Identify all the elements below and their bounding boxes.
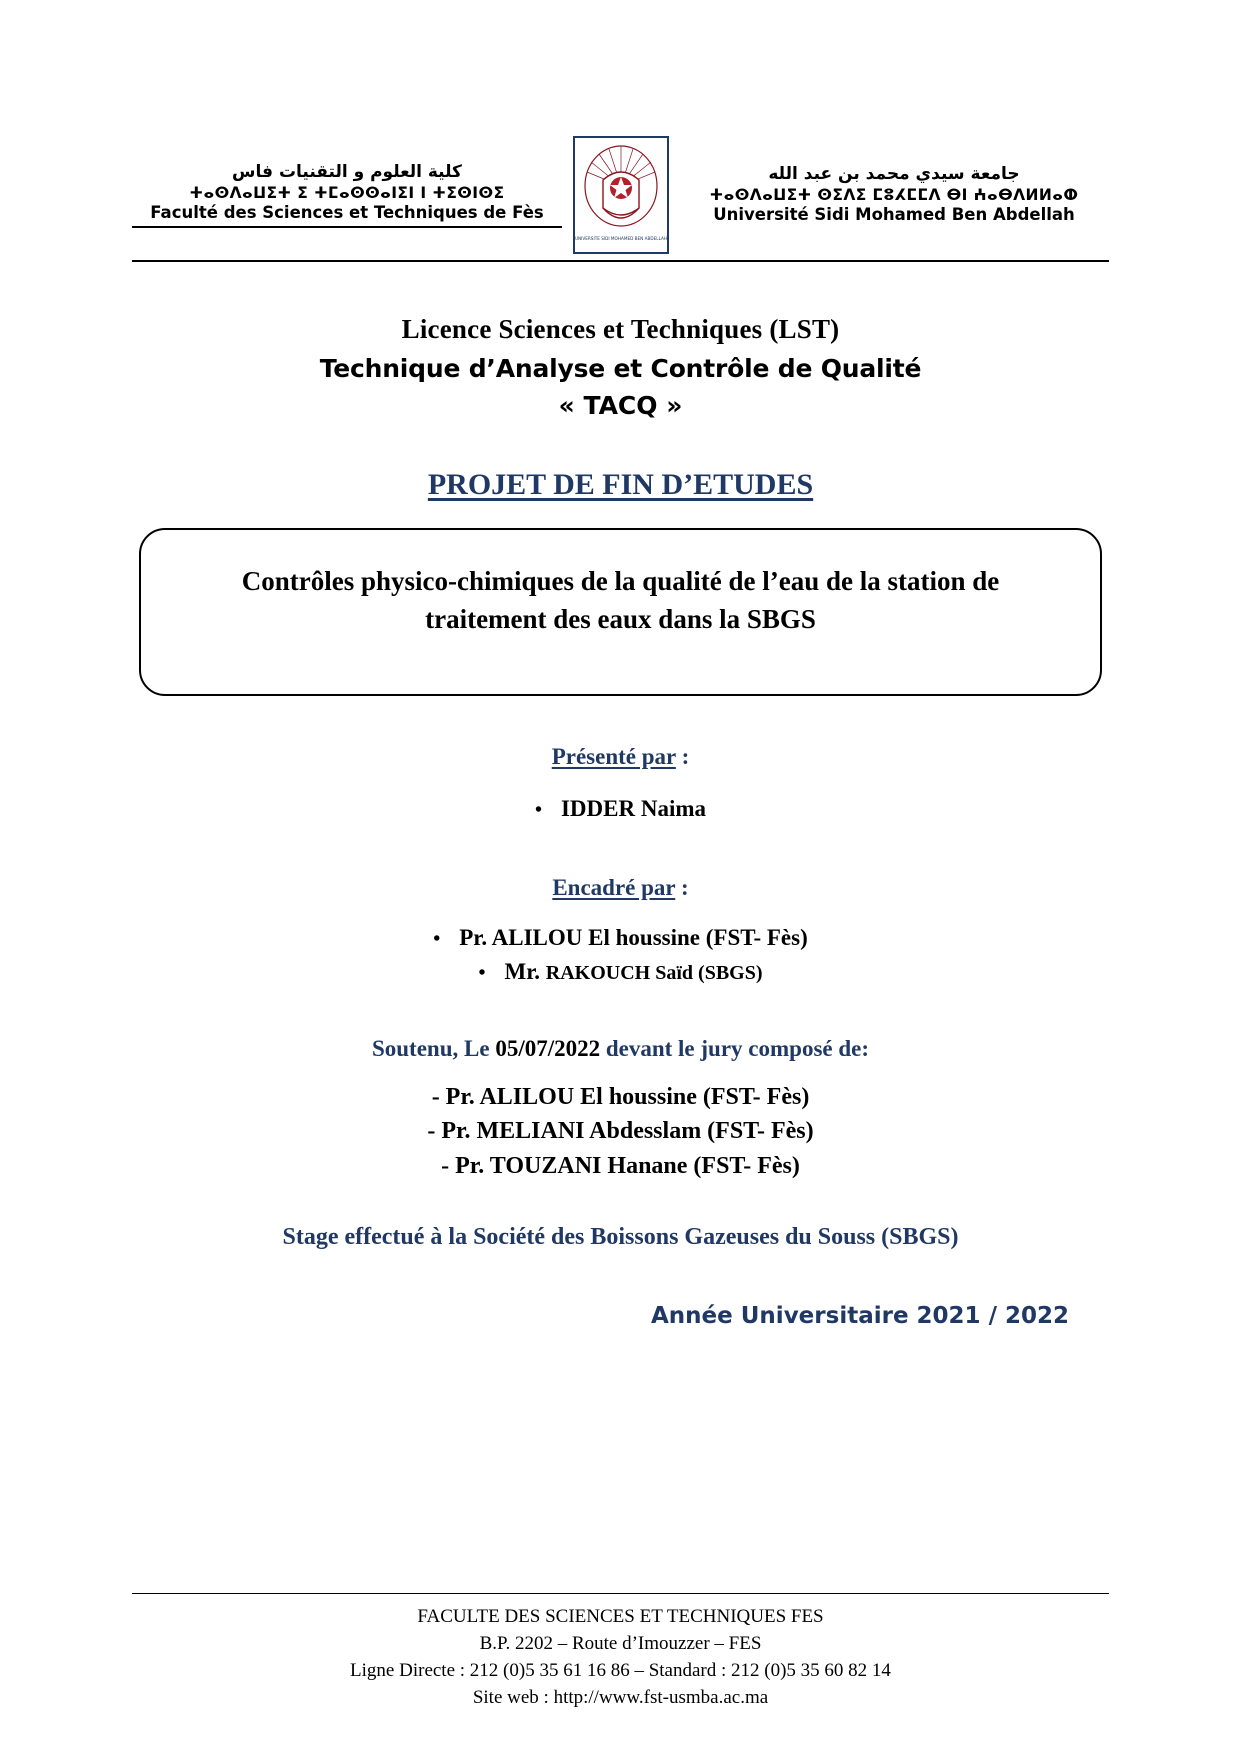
defense-line xyxy=(132,1036,1109,1062)
bullet-icon: • xyxy=(433,927,441,950)
defense-prefix: Soutenu, Le xyxy=(371,1035,496,1061)
academic-year: Année Universitaire 2021 / 2022 xyxy=(651,1302,1069,1329)
supervisor-name: ALILOU El houssine (FST- Fès) xyxy=(491,924,808,950)
presented-by-colon: : xyxy=(675,744,690,769)
thesis-title-box xyxy=(139,528,1102,696)
thesis-title: Contrôles physico-chimiques de la qualité de l’eau de la station de traitement des eaux dans la SBGS xyxy=(241,566,1000,635)
defense-date: 05/07/2022 xyxy=(495,1035,601,1061)
supervisor-prefix: Mr. xyxy=(504,959,546,984)
supervised-by-colon: : xyxy=(675,874,689,900)
internship-line: Stage effectué à la Société des Boissons Gazeuses du Souss (SBGS) xyxy=(282,1223,959,1250)
document-footer xyxy=(132,1593,1109,1712)
jury-member: - Pr. ALILOU El houssine (FST- Fès) xyxy=(431,1083,810,1110)
university-name-french: Université Sidi Mohamed Ben Abdellah xyxy=(713,205,1075,224)
list-item xyxy=(132,921,1109,956)
faculty-identity-block xyxy=(132,162,562,227)
program-degree: Licence Sciences et Techniques (LST) xyxy=(401,314,840,344)
program-specialty: Technique d’Analyse et Contrôle de Qualité xyxy=(319,354,922,383)
university-name-arabic: جامعة سيدي محمد بن عبد الله xyxy=(768,164,1020,185)
jury-member: - Pr. MELIANI Abdesslam (FST- Fès) xyxy=(427,1118,814,1145)
bullet-icon: • xyxy=(478,962,486,984)
footer-website: Site web : http://www.fst-usmba.ac.ma xyxy=(472,1687,769,1709)
student-list xyxy=(132,792,1109,827)
supervisor-prefix: Pr. xyxy=(459,924,492,950)
presented-by-text: Présenté par xyxy=(551,744,676,769)
jury-list xyxy=(132,1080,1109,1184)
jury-member: - Pr. TOUZANI Hanane (FST- Fès) xyxy=(441,1153,800,1180)
supervisor-list xyxy=(132,921,1109,990)
footer-divider xyxy=(132,1593,1109,1594)
list-item xyxy=(132,792,1109,827)
university-seal-logo xyxy=(573,136,669,254)
defense-suffix: devant le jury composé de: xyxy=(600,1035,870,1061)
header-divider xyxy=(132,260,1109,262)
program-block xyxy=(132,314,1109,420)
supervisor-name: RAKOUCH Saïd (SBGS) xyxy=(545,962,763,984)
list-item xyxy=(132,955,1109,990)
svg-text:UNIVERSITE SIDI MOHAMED BEN AB: UNIVERSITE SIDI MOHAMED BEN ABDELLAH xyxy=(574,236,667,241)
student-name: IDDER Naima xyxy=(560,796,707,821)
faculty-name-arabic: كلية العلوم و التقنيات فاس xyxy=(232,162,462,183)
faculty-underline xyxy=(132,226,562,228)
document-type-heading: PROJET DE FIN D’ETUDES xyxy=(427,468,814,501)
program-acronym: « TACQ » xyxy=(558,391,683,420)
footer-phone: Ligne Directe : 212 (0)5 35 61 16 86 – Standard : 212 (0)5 35 60 82 14 xyxy=(350,1660,891,1682)
document-header xyxy=(132,0,1109,254)
footer-institution: FACULTE DES SCIENCES ET TECHNIQUES FES xyxy=(417,1606,824,1628)
faculty-name-tifinagh: ⵜⴰⵙⴷⴰⵡⵉⵜ ⵉ ⵜⵎⴰⵙⵙⴰⵏⵉⵏ ⵏ ⵜⵉⵙⵏⵙⵉ xyxy=(189,183,505,202)
supervised-by-label xyxy=(132,875,1109,901)
footer-address: B.P. 2202 – Route d’Imouzzer – FES xyxy=(479,1633,762,1655)
university-name-tifinagh: ⵜⴰⵙⴷⴰⵡⵉⵜ ⵙⵉⴷⵉ ⵎⵓⵃⵎⵎⴷ ⴱⵏ ⵄⴰⴱⴷⵍⵍⴰⵀ xyxy=(709,185,1079,204)
supervised-by-text: Encadré par xyxy=(552,874,676,900)
bullet-icon: • xyxy=(534,799,542,821)
faculty-name-french: Faculté des Sciences et Techniques de Fès xyxy=(150,203,544,222)
presented-by-label xyxy=(132,744,1109,770)
university-identity-block xyxy=(679,164,1109,225)
